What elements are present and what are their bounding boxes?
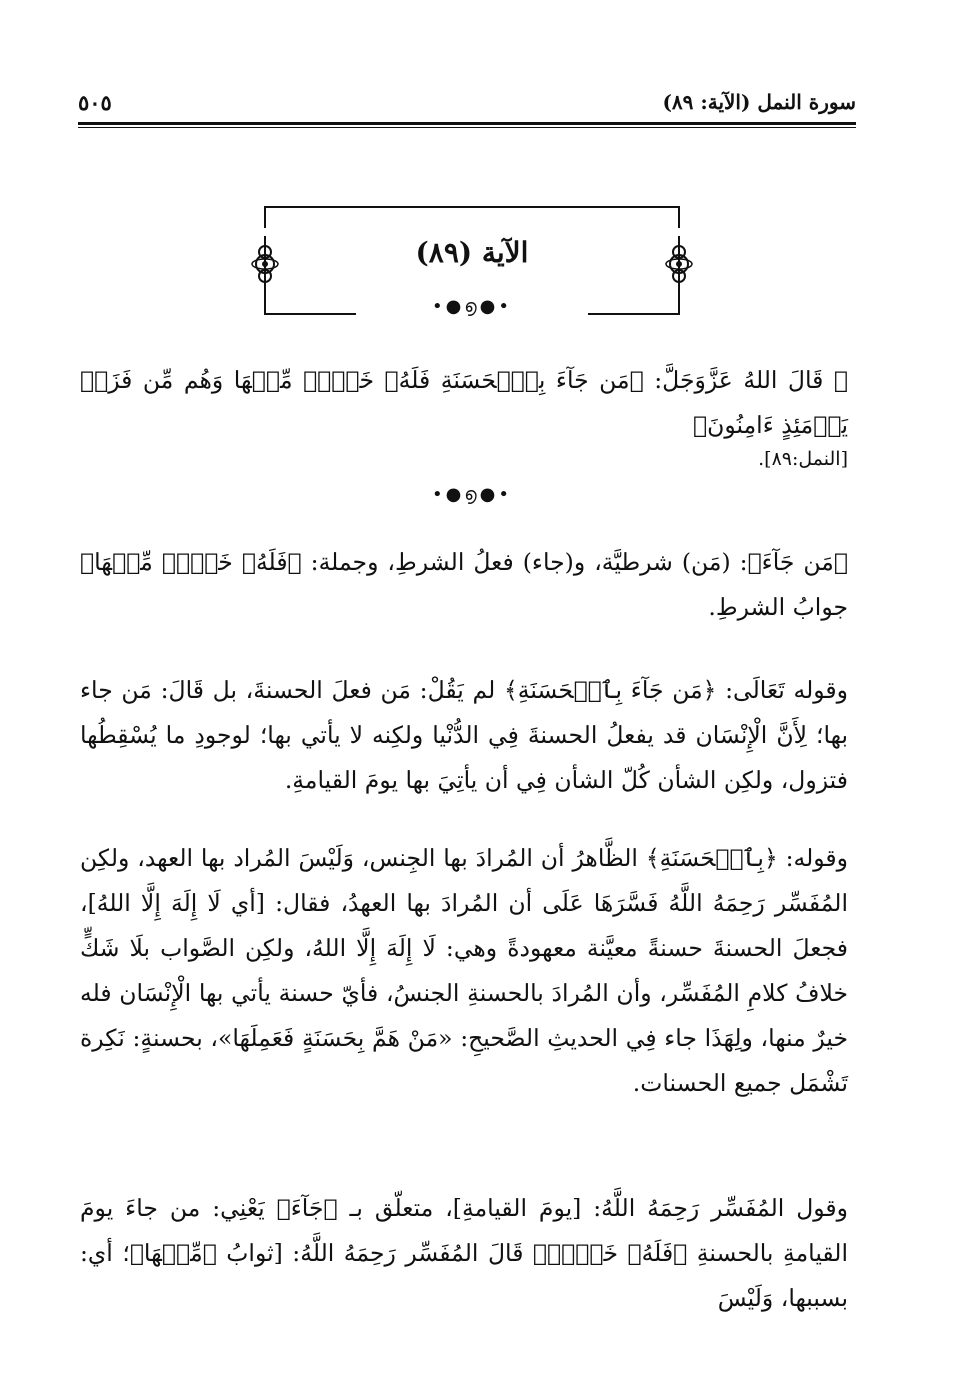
paragraph-text: وقوله تَعَالَى: ﴿مَن جَآءَ بِٱلۡحَسَنَةِ﴾ لم يَقُلْ: مَن فعلَ الحسنةَ، بل قَالَ: مَن جاء بها؛ لِأَنَّ الْإِنْسَان قد يفعلُ الحسنةَ فِي الدُّنْيا ولكِنه لا يأتي بها؛ لوجودِ ما يُسْقِطُها فتزول، ولكِن الشأن كُلّ الشأن فِي أن يأتِيَ بها يومَ القيامةِ. xyxy=(80,676,848,794)
paragraph xyxy=(80,540,848,630)
header-title: سورة النمل (الآية: ٨٩) xyxy=(662,90,856,114)
paragraph xyxy=(80,836,848,1106)
frame-right-border xyxy=(678,206,680,228)
ornamental-divider: •●൭●• xyxy=(432,484,512,505)
paragraph xyxy=(80,668,848,803)
paragraph-text: ﴿مَن جَآءَ﴾: (مَن) شرطيَّة، و(جاء) فعلُ الشرطِ، وجملة: ﴿فَلَهُۥ خَيۡرٞ مِّنۡهَا﴾ جوابُ الشرطِ. xyxy=(80,548,848,621)
paragraph xyxy=(80,1186,848,1321)
frame-left-border xyxy=(264,206,266,228)
citation-text: [النمل:٨٩]. xyxy=(758,448,848,470)
verse-line: ۞ قَالَ اللهُ عَزَّوَجَلَّ: ﴿مَن جَآءَ بِٱلۡحَسَنَةِ فَلَهُۥ خَيۡرٞ مِّنۡهَا وَهُم مِّن فَزَعٖ يَوۡمَئِذٍ ءَامِنُونَ﴾ xyxy=(80,366,848,439)
verse-text xyxy=(80,358,848,448)
header-rule-thick xyxy=(78,122,856,125)
paragraph-text: وقول المُفَسِّر رَحِمَهُ اللَّهُ: [يومَ القيامةِ]، متعلّق بـ ﴿جَآءَ﴾ يَعْنِي: من جاءَ يومَ القيامةِ بالحسنةِ ﴿فَلَهُۥ خَيۡرٞ﴾ قَالَ المُفَسِّر رَحِمَهُ اللَّهُ: [ثوابُ ﴿مِّنۡهَا﴾؛ أي: بسببها، وَلَيْسَ xyxy=(80,1194,848,1312)
ornamental-divider: •●൭●• xyxy=(432,296,512,317)
page-number: ٥٠٥ xyxy=(78,90,112,115)
paragraph-text: وقوله: ﴿بِٱلۡحَسَنَةِ﴾ الظَّاهرُ أن المُرادَ بها الجِنس، وَلَيْسَ المُراد بها العهد، ولكِن المُفَسِّر رَحِمَهُ اللَّهُ فَسَّرَهَا عَلَى أن المُرادَ بها العهدُ، فقال: [أي لَا إِلَهَ إِلَّا اللهُ]، فجعلَ الحسنةَ حسنةً معيَّنة معهودةً وهي: لَا إِلَهَ إِلَّا اللهُ، ولكِن الصَّواب بلَا شَكٍّ خلافُ كلامِ المُفَسِّر، وأن المُرادَ بالحسنةِ الجنسُ، فأيّ حسنة يأتي بها الْإِنْسَان فله خيرٌ منها، ولِهَذَا جاء فِي الحديثِ الصَّحيحِ: «مَنْ هَمَّ بِحَسَنَةٍ فَعَمِلَهَا»، بحسنةٍ: نَكِرة تَشْمَل جميع الحسنات. xyxy=(80,844,848,1097)
verse-citation xyxy=(80,444,848,474)
header-rule-thin xyxy=(78,127,856,128)
frame-top-border xyxy=(264,206,680,208)
ayah-title: الآية (٨٩) xyxy=(415,236,529,269)
